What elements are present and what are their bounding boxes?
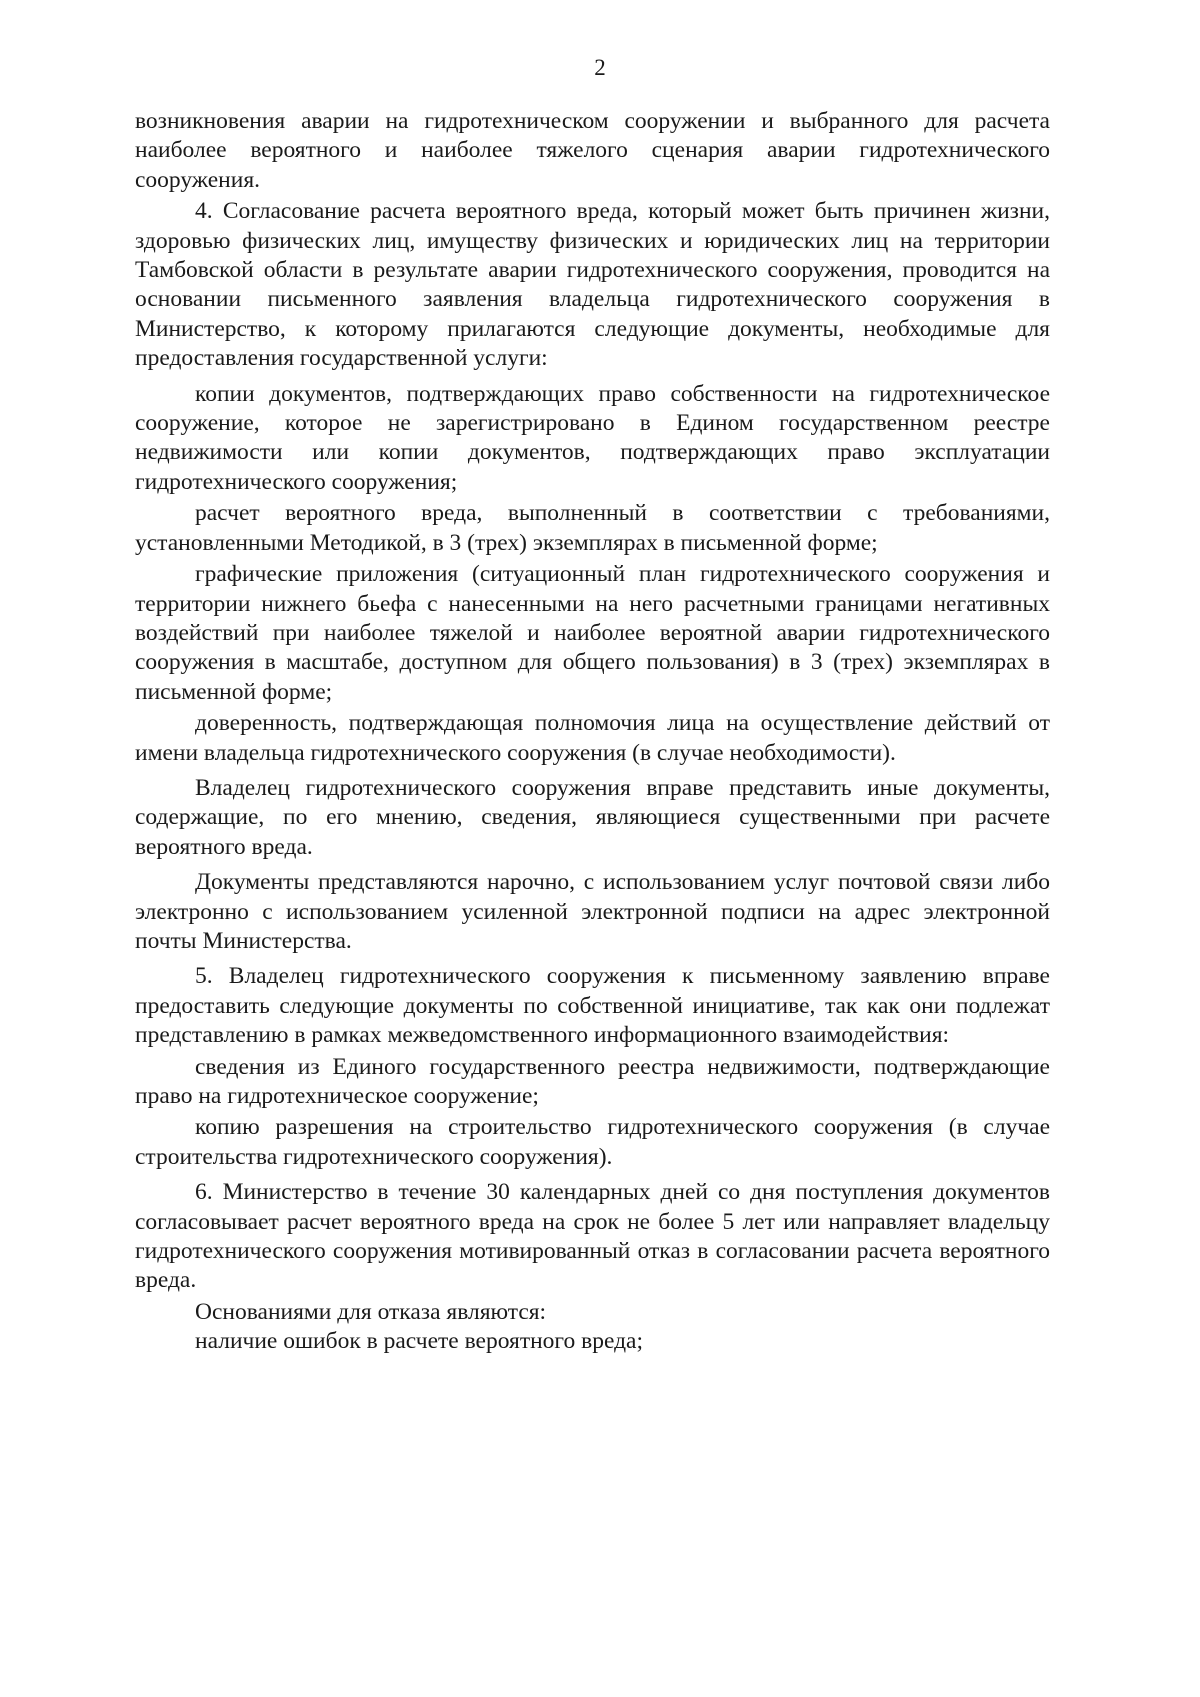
paragraph-construction-permit: копию разрешения на строительство гидротехнического сооружения (в случае строительства гидротехнического сооружения).: [135, 1114, 1050, 1170]
paragraph-damage-calculation: расчет вероятного вреда, выполненный в соответствии с требованиями, установленными Методикой, в 3 (трех) экземплярах в письменной форме;: [135, 500, 1050, 556]
paragraph-submission-methods: Документы представляются нарочно, с использованием услуг почтовой связи либо электронно с использованием усиленной электронной подписи на адрес электронной почты Министерства.: [135, 869, 1050, 954]
paragraph-item-4: 4. Согласование расчета вероятного вреда, который может быть причинен жизни, здоровью физических лиц, имуществу физических и юридических лиц на территории Тамбовской области в результате аварии гидротехнического сооружения, проводится на основании письменного заявления владельца гидротехнического сооружения в Министерство, к которому прилагаются следующие документы, необходимые для предоставления государственной услуги:: [135, 198, 1050, 372]
paragraph-registry-information: сведения из Единого государственного реестра недвижимости, подтверждающие право на гидротехническое сооружение;: [135, 1053, 1050, 1109]
paragraph-item-6: 6. Министерство в течение 30 календарных дней со дня поступления документов согласовывает расчет вероятного вреда на срок не более 5 лет или направляет владельцу гидротехнического сооружения мотивированный отказ в согласовании расчета вероятного вреда.: [135, 1179, 1050, 1294]
paragraph-item-5: 5. Владелец гидротехнического сооружения к письменному заявлению вправе предоставить следующие документы по собственной инициативе, так как они подлежат представлению в рамках межведомственного информационного взаимодействия:: [135, 963, 1050, 1049]
paragraph-calculation-errors: наличие ошибок в расчете вероятного вреда;: [195, 1328, 643, 1355]
paragraph-refusal-grounds: Основаниями для отказа являются:: [195, 1298, 547, 1325]
paragraph-other-documents: Владелец гидротехнического сооружения вправе представить иные документы, содержащие, по его мнению, сведения, являющиеся существенными при расчете вероятного вреда.: [135, 774, 1050, 860]
paragraph-graphic-appendices: графические приложения (ситуационный план гидротехнического сооружения и территории нижнего бьефа с нанесенными на него расчетными границами негативных воздействий при наиболее тяжелой и наиболее вероятной аварии гидротехнического сооружения в масштабе, доступном для общего пользования) в 3 (трех) экземплярах в письменной форме;: [135, 561, 1050, 705]
page-number: 2: [594, 55, 606, 80]
paragraph-power-of-attorney: доверенность, подтверждающая полномочия лица на осуществление действий от имени владельца гидротехнического сооружения (в случае необходимости).: [135, 710, 1050, 766]
paragraph-ownership-documents: копии документов, подтверждающих право собственности на гидротехническое сооружение, которое не зарегистрировано в Едином государственном реестре недвижимости или копии документов, подтверждающих право эксплуатации гидротехнического сооружения;: [135, 380, 1050, 495]
paragraph-continuation: возникновения аварии на гидротехническом сооружении и выбранного для расчета наиболее вероятного и наиболее тяжелого сценария аварии гидротехнического сооружения.: [135, 108, 1050, 193]
document-body: [135, 107, 1050, 1357]
